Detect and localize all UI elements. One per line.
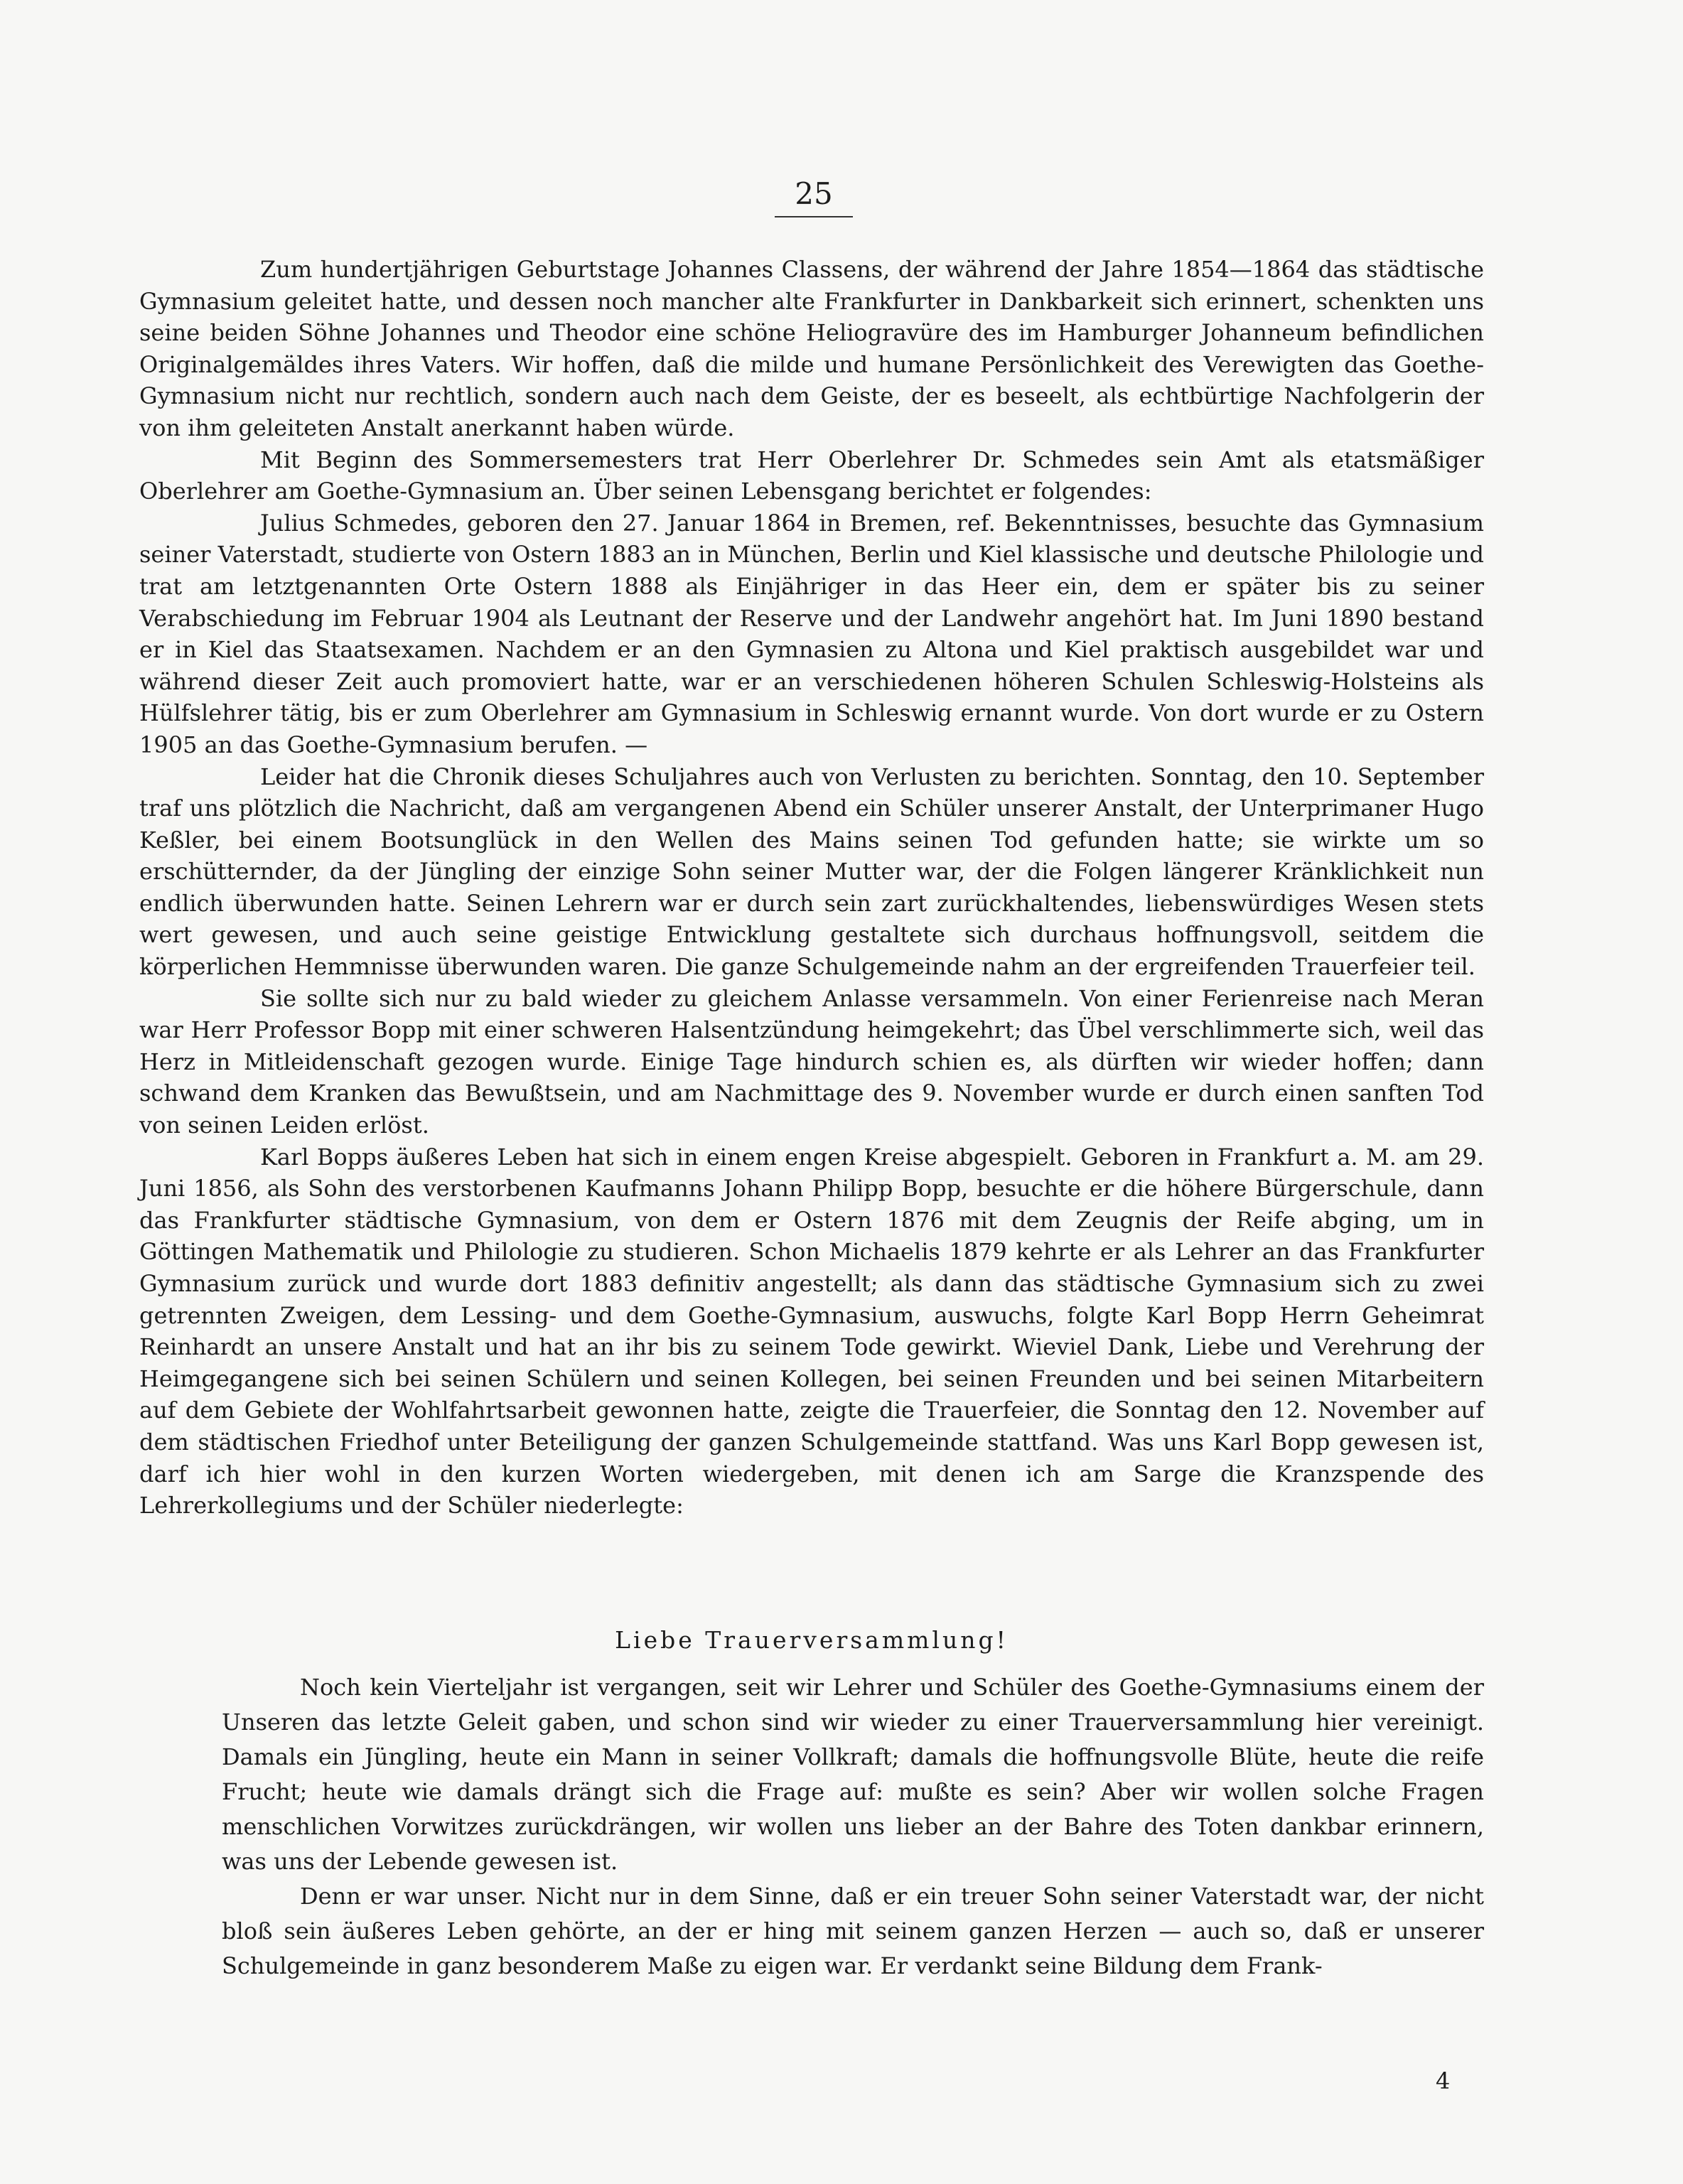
signature-mark: 4 xyxy=(1436,2067,1451,2094)
funeral-speech xyxy=(222,1670,1484,1984)
paragraph-bopp-biography: Karl Bopps äußeres Leben hat sich in einem engen Kreise abgespielt. Geboren in Frankfurt a. M. am 29. Juni 1856, als Sohn des verstorbenen Kaufmanns Johann Philipp Bopp, besuchte er die höhere Bürgerschule, dann das Frankfurter städtische Gymnasium, von dem er Ostern 1876 mit dem Zeugnis der Reife abging, um in Göttingen Mathematik und Philologie zu studieren. Schon Michaelis 1879 kehrte er als Lehrer an das Frankfurter Gymnasium zurück und wurde dort 1883 definitiv angestellt; als dann das städtische Gymnasium sich zu zwei getrennten Zweigen, dem Lessing- und dem Goethe-Gymnasium, auswuchs, folgte Karl Bopp Herrn Geheimrat Reinhardt an unsere Anstalt und hat an ihr bis zu seinem Tode gewirkt. Wieviel Dank, Liebe und Verehrung der Heimgegangene sich bei seinen Schülern und seinen Kollegen, bei seinen Freunden und bei seinen Mitarbeitern auf dem Gebiete der Wohlfahrtsarbeit gewonnen hatte, zeigte die Trauerfeier, die Sonntag den 12. November auf dem städtischen Friedhof unter Beteiligung der ganzen Schulgemeinde stattfand. Was uns Karl Bopp gewesen ist, darf ich hier wohl in den kurzen Worten wiedergeben, mit denen ich am Sarge die Kranzspende des Lehrerkollegiums und der Schüler niederlegte: xyxy=(139,1143,1484,1519)
paragraph-schmedes-appointment: Mit Beginn des Sommersemesters trat Herr Oberlehrer Dr. Schmedes sein Amt als etatsmäßiger Oberlehrer am Goethe-Gymnasium an. Über seinen Lebensgang berichtet er folgendes: xyxy=(139,446,1484,505)
paragraph-bopp-illness: Sie sollte sich nur zu bald wieder zu gleichem Anlasse versammeln. Von einer Ferienreise nach Meran war Herr Professor Bopp mit einer schweren Halsentzündung heimgekehrt; das Übel verschlimmerte sich, weil das Herz in Mitleidenschaft gezogen wurde. Einige Tage hindurch schien es, als dürften wir wieder hoffen; dann schwand dem Kranken das Bewußtsein, und am Nachmittage des 9. November wurde er durch einen sanften Tod von seinen Leiden erlöst. xyxy=(139,984,1484,1139)
paragraph-kessler-death: Leider hat die Chronik dieses Schuljahres auch von Verlusten zu berichten. Sonntag, den 10. September traf uns plötzlich die Nachricht, daß am vergangenen Abend ein Schüler unserer Anstalt, der Unterprimaner Hugo Keßler, bei einem Bootsunglück in den Wellen des Mains seinen Tod gefunden hatte; sie wirkte um so erschütternder, da der Jüngling der einzige Sohn seiner Mutter war, der die Folgen längerer Kränklichkeit nun endlich überwunden hatte. Seinen Lehrern war er durch sein zart zurückhaltendes, liebenswürdiges Wesen stets wert gewesen, und auch seine geistige Entwicklung gestaltete sich durchaus hoffnungsvoll, seitdem die körperlichen Hemmnisse überwunden waren. Die ganze Schulgemeinde nahm an der ergreifenden Trauerfeier teil. xyxy=(139,763,1484,981)
speech-paragraph: Denn er war unser. Nicht nur in dem Sinne, daß er ein treuer Sohn seiner Vaterstadt war, der nicht bloß sein äußeres Leben gehörte, an der er hing mit seinem ganzen Herzen — auch so, daß er unserer Schulgemeinde in ganz besonderem Maße zu eigen war. Er verdankt seine Bildung dem Frank- xyxy=(222,1883,1484,1979)
chronicle-text xyxy=(139,254,1484,1522)
speech-title: Liebe Trauerversammlung! xyxy=(615,1626,1009,1654)
page-number: 25 xyxy=(775,176,853,217)
paragraph-classen-portrait: Zum hundertjährigen Geburtstage Johannes Classens, der während der Jahre 1854—1864 das städtische Gymnasium geleitet hatte, und dessen noch mancher alte Frankfurter in Dankbarkeit sich erinnert, schenkten uns seine beiden Söhne Johannes und Theodor eine schöne Heliogravüre des im Hamburger Johanneum befindlichen Originalgemäldes ihres Vaters. Wir hoffen, daß die milde und humane Persönlichkeit des Verewigten das Goethe-Gymnasium nicht nur rechtlich, sondern auch nach dem Geiste, der es beseelt, als echtbürtige Nachfolgerin der von ihm geleiteten Anstalt anerkannt haben würde. xyxy=(139,256,1484,441)
speech-paragraph: Noch kein Vierteljahr ist vergangen, seit wir Lehrer und Schüler des Goethe-Gymnasiums einem der Unseren das letzte Geleit gaben, und schon sind wir wieder zu einer Trauerversammlung hier vereinigt. Damals ein Jüngling, heute ein Mann in seiner Vollkraft; damals die hoffnungsvolle Blüte, heute die reife Frucht; heute wie damals drängt sich die Frage auf: mußte es sein? Aber wir wollen solche Fragen menschlichen Vorwitzes zurückdrängen, wir wollen uns lieber an der Bahre des Toten dankbar erinnern, was uns der Lebende gewesen ist. xyxy=(222,1674,1484,1875)
paragraph-schmedes-biography: Julius Schmedes, geboren den 27. Januar 1864 in Bremen, ref. Bekenntnisses, besuchte das Gymnasium seiner Vaterstadt, studierte von Ostern 1883 an in München, Berlin und Kiel klassische und deutsche Philologie und trat am letztgenannten Orte Ostern 1888 als Einjähriger in das Heer ein, dem er später bis zu seiner Verabschiedung im Februar 1904 als Leutnant der Reserve und der Landwehr angehört hat. Im Juni 1890 bestand er in Kiel das Staatsexamen. Nachdem er an den Gymnasien zu Altona und Kiel praktisch ausgebildet war und während dieser Zeit auch promoviert hatte, war er an verschiedenen höheren Schulen Schleswig-Holsteins als Hülfslehrer tätig, bis er zum Oberlehrer am Gymnasium in Schleswig ernannt wurde. Von dort wurde er zu Ostern 1905 an das Goethe-Gymnasium berufen. — xyxy=(139,509,1484,758)
